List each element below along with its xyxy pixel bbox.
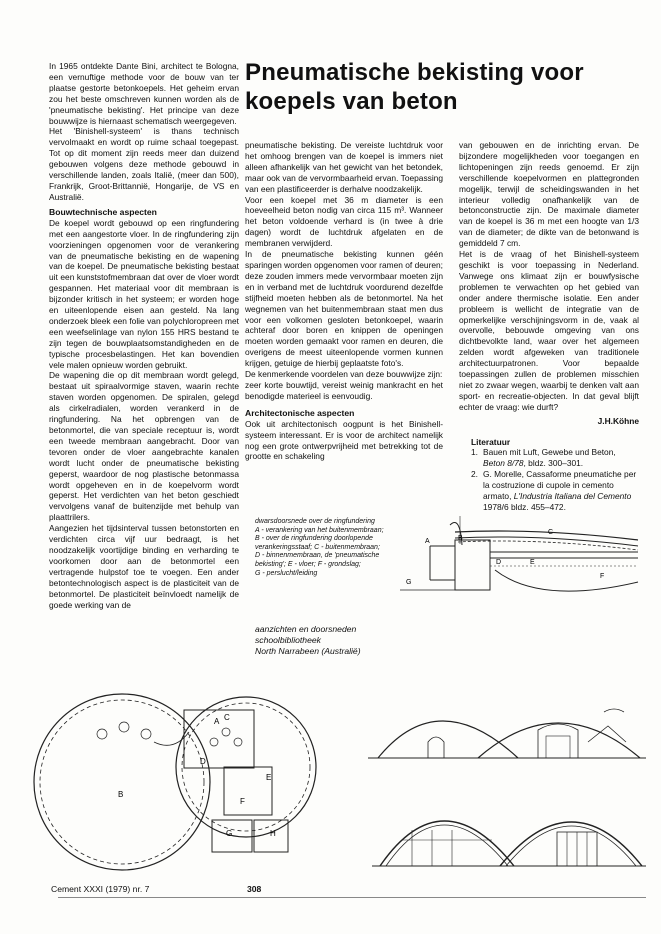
column-2 — [245, 140, 443, 462]
caption-line: North Narrabeen (Australië) — [255, 646, 361, 656]
section-label-G: G — [406, 579, 412, 586]
reference-source: L'Industria Italiana del Cemento — [513, 491, 632, 502]
reference-pages: , bldz. 300–301. — [523, 458, 584, 469]
title-line-1: Pneumatische bekisting voor — [245, 59, 584, 86]
footer-rule — [58, 897, 646, 898]
plan-label-F: F — [240, 797, 245, 806]
paragraph: van gebouwen en de inrichting ervan. De bijzondere mogelijkheden voor toegangen en lichtopeningen zijn reeds genoemd. Er zijn verschillende koepelvormen en plattegronden mogelijk, terwijl de scheidingswanden in het interieur volledig onafhankelijk van de betonconstructie zijn. De maximale diameter van de koepel is 36 m met een hoogte van 1/3 van de diameter; de dikte van de betonwand is gemiddeld 7 cm. — [459, 140, 639, 249]
plan-label-A: A — [214, 717, 220, 726]
paragraph: pneumatische bekisting. De vereiste luchtdruk voor het omhoog brengen van de koepel is immers niet alleen afhankelijk van het gewicht van het betondek, maar ook van de vervormbaarheid ervan. Toepassing van een plastificeerder is derhalve noodzakelijk. — [245, 140, 443, 194]
caption-line: G - perslucht/leiding — [255, 569, 318, 577]
references-list — [459, 447, 639, 512]
plan-label-B: B — [118, 790, 124, 799]
author-signature: J.H.Köhne — [597, 415, 639, 426]
reference-item — [459, 447, 639, 469]
paragraph: Aangezien het tijdsinterval tussen betonstorten en verdichten circa vijf uur bedraagt, is het noodzakelijk voortijdige binding en verharding te voorkomen door aan de betonmortel een vertragende hulpstof toe te voegen. Een ander betontechnologisch aspect is de plasticiteit van de betonmortel. De plasticiteit beïnvloedt namelijk de goede werking van de — [49, 523, 239, 610]
reference-source: Beton 8/78 — [483, 458, 524, 469]
plan-label-G: G — [226, 829, 233, 838]
floor-plan-drawing — [14, 672, 350, 872]
plan-label-E: E — [266, 773, 272, 782]
article-title — [245, 58, 645, 116]
column-3 — [459, 140, 639, 513]
caption-line: aanzichten en doorsneden — [255, 624, 357, 634]
paragraph: Ook uit architectonisch oogpunt is het Binishell-systeem interessant. Er is voor de architect namelijk nog een grote ontwerpvrijheid met betrekking tot de grootte en schakeling — [245, 418, 443, 462]
section-label-A: A — [425, 538, 430, 545]
paragraph: Het 'Binishell-systeem' is thans technisch vervolmaakt en wordt op ruime schaal toegepast. Tot op dit moment zijn reeds meer dan duizend gebouwen volgens deze methode gebouwd in verschillende landen, zoals Italië, (meer dan 500), Frankrijk, Groot-Brittannië, Hongarije, de VS en Australië. — [49, 126, 239, 202]
title-line-2: koepels van beton — [245, 88, 458, 115]
reference-number: 1. — [471, 447, 478, 458]
reference-pages: 1978/6 bldz. 455–472. — [483, 502, 566, 512]
reference-number: 2. — [471, 469, 478, 480]
caption-line: schoolbibliotheek — [255, 635, 321, 645]
paragraph: De wapening die op dit membraan wordt gelegd, bestaat uit spiraalvormige staven, waarin rechte staven worden opgenomen. De spiralen, gelegd als cirkelradialen, worden verankerd in de ringfundering. Na het opbrengen van de betonmortel, die van speciale receptuur is, wordt een tweede membraan aangebracht. Door van tevoren onder de vloer aangebrachte kanalen wordt lucht onder de pneumatische bekisting geperst, waardoor de nog plastische betonmassa wordt opgeheven en in de koepelvorm wordt geperst. Het verdichten van het beton geschiedt vervolgens vanaf de buitenzijde met behulp van plaattrilers. — [49, 370, 239, 523]
section-label-E: E — [530, 559, 535, 566]
caption-line: verankeringsstaaf; C - buitenmembraan; — [255, 543, 380, 551]
caption-line: B - over de ringfundering doorlopende — [255, 535, 373, 543]
reference-text: Bauen mit Luft, Gewebe und Beton, — [483, 447, 616, 458]
references-heading: Literatuur — [471, 436, 511, 447]
photo-caption — [255, 624, 445, 657]
paragraph: De kenmerkende voordelen van deze bouwwijze zijn: — [245, 369, 443, 380]
caption-line: D - binnenmembraan, de 'pneumatische — [255, 552, 380, 560]
paragraph: zeer korte bouwtijd, vereist weinig mankracht en het benodigde materieel is eenvoudig. — [245, 379, 443, 401]
elevation-drawing — [368, 682, 646, 764]
section-heading: Bouwtechnische aspecten — [49, 206, 157, 217]
ring-foundation-section-diagram — [400, 510, 640, 610]
page-number: 308 — [247, 884, 262, 894]
paragraph: In de pneumatische bekisting kunnen géén sparingen worden opgenomen voor ramen of deuren; deze zouden immers mede vervormbaar moeten zijn en in verband met de luchtdruk voordurend dezelfde stijfheid moeten hebben als de betonmortel. Na het wegnemen van het buitenmembraan staat men dus voor een volkomen gesloten betonkoepel, waarin achteraf door boren en knippen de openingen moeten worden gemaakt voor ramen en deuren, die overigens de meest uiteenlopende vormen kunnen krijgen, getuige de hierbij geplaatste foto's. — [245, 249, 443, 369]
reference-item — [459, 469, 639, 513]
cross-section-drawing — [372, 770, 646, 872]
section-label-D: D — [496, 559, 502, 566]
plan-label-H: H — [270, 829, 276, 838]
plan-label-D: D — [200, 757, 206, 766]
reference-text: G. Morelle, Cassaforme pneumatiche per la costruzione di cupole in cemento armato, — [483, 469, 637, 502]
section-label-B: B — [458, 535, 463, 542]
section-heading: Architectonische aspecten — [245, 407, 355, 418]
caption-line: A - verankering van het buitenmembraan; — [255, 526, 384, 534]
journal-reference: Cement XXXI (1979) nr. 7 — [51, 884, 150, 894]
caption-line: dwarsdoorsnede over de ringfundering — [255, 518, 375, 525]
paragraph: Voor een koepel met 36 m diameter is een hoeveelheid beton nodig van circa 115 m³. Wanneer het beton voldoende verhard is (in twee à drie dagen) wordt de luchtdruk afgelaten en de membranen verwijderd. — [245, 194, 443, 249]
section-label-F: F — [600, 573, 605, 580]
paragraph: In 1965 ontdekte Dante Bini, architect te Bologna, een vernuftige methode voor de bouw van ter plaatse gestorte betonkoepels. Het geheim ervan zou het beste omschreven kunnen worden als de 'pneumatische bekisting'. Het principe van deze bouwwijze is hiernaast schematisch weergegeven. — [49, 61, 239, 126]
paragraph: Het is de vraag of het Binishell-systeem geschikt is voor toepassing in Nederland. Vanwege ons klimaat zijn er bouwfysische problemen te verwachten op het gebied van onder andere thermische isolatie. Een ander probleem is wellicht de integratie van de opmerkelijke verschijningsvorm in de, vaak al overvolle, bebouwde omgeving van ons dichtbevolkte land, waar over het algemeen zelden wordt afgeweken van traditionele architectuurpatronen. Voor bepaalde toepassingen zullen de problemen misschien niet zo zwaar wegen, waarbij te denken valt aan sport- en recreatie-objecten. In dat geval blijft echter de vraag: wie durft? — [459, 249, 639, 412]
column-1 — [49, 61, 239, 610]
caption-line: bekisting'; E - vloer; F - grondslag; — [255, 560, 361, 568]
plan-label-C: C — [224, 713, 230, 722]
section-label-C: C — [548, 529, 554, 536]
paragraph: De koepel wordt gebouwd op een ringfundering met een aangestorte vloer. In de ringfundering zijn voorzieningen opgenomen voor de verankering van de pneumatische bekisting en de wapening van de koepel. De pneumatische bekisting bestaat uit een kunststofmembraan dat over de vloer wordt gespannen. Het materiaal voor dit membraan is bijzonder kritisch in het systeem; er worden hoge en uiteenlopende eisen aan gesteld. Na lang onderzoek bleek een folie van polychloropreen met een weefselinlage van nylon 155 HRS bestand te zijn tegen de bouwplaatsomstandigheden en de typische procesbelastingen. Het kan bovendien vele malen opnieuw worden gebruikt. — [49, 217, 239, 370]
